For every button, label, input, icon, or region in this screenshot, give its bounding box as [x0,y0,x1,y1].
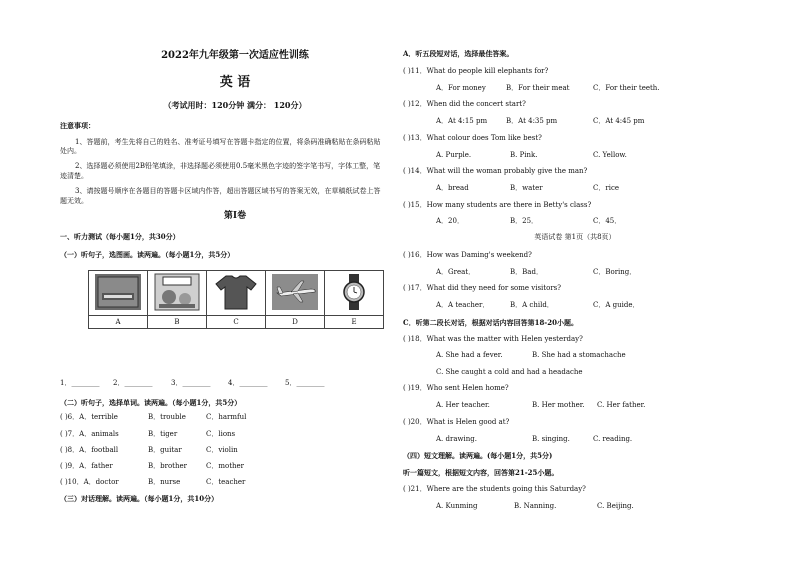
picture-cell-b [148,271,207,316]
part2-heading: （二）听句子，选择单词。读两遍。（每小题1分，共5分） [60,398,242,407]
option-b: B．Bad． [510,268,543,276]
question-stem: ( )8．A．football [60,446,119,454]
note-line: 1、答题前，考生先将自己的姓名、准考证号填写在答题卡指定的位置，将条码准确粘贴在条码粘贴 [75,138,381,146]
exam-title: 2022年九年级第一次适应性训练 [161,50,309,61]
question-stem: ( )10．A．doctor [60,478,119,486]
option-a: A. She had a fever. [436,351,503,359]
option-b: B．A child． [510,301,554,309]
option-a: A．For money [436,84,486,92]
question-stem: ( )16．How was Daming's weekend? [403,251,532,259]
part3-heading: （三）对话理解。读两遍。（每小题1分，共10分） [60,494,219,503]
option-b: B．water [510,184,543,192]
option-a: A．A teacher． [436,301,490,309]
picture-label: B [148,316,207,329]
picture-label: E [325,316,384,329]
option-b: B．tiger [148,430,178,438]
option-b: B．For their meat [506,84,570,92]
option-a: A．20． [436,217,464,225]
option-c: C．teacher [206,478,246,486]
option-a: A．Great． [436,268,476,276]
picture-cell-c [207,271,266,316]
part1-heading: （一）听句子，选图画。读两遍。（每小题1分，共5分） [60,250,235,259]
option-b: B. She had a stomachache [532,351,626,359]
option-b: B．At 4:35 pm [506,117,558,125]
option-b: B．25． [510,217,539,225]
exam-info: （考试用时：120分钟 满分： 120分） [163,100,307,110]
picture-table [88,270,384,329]
option-c: C．violin [206,446,238,454]
answer-blank[interactable]: 1．________ [60,379,100,387]
question-stem: ( )17．What did they need for some visitors? [403,284,562,292]
option-c: C. Yellow. [593,151,627,159]
answer-blank[interactable]: 4．________ [228,379,268,387]
option-b: B．guitar [148,446,182,454]
question-stem: ( )7．A．animals [60,430,119,438]
option-a: A．bread [436,184,469,192]
question-stem: ( )21．Where are the students going this Saturday? [403,485,586,493]
part4-heading: （四）短文理解。读两遍。(每小题1分，共5分) [403,451,553,460]
part4-instructions: 听一篇短文，根据短文内容，回答第21-25小题。 [403,468,559,477]
subject-title: 英 语 [219,75,251,90]
question-stem: ( )6．A．terrible [60,413,118,421]
option-c: C．A guide． [593,301,640,309]
picture-cell-d [266,271,325,316]
option-b: B．trouble [148,413,186,421]
note-line: 2、选择题必须使用2B铅笔填涂，非选择题必须使用0.5毫米黑色字迹的签字笔书写，字体工整，笔 [75,162,381,170]
question-stem: ( )12．When did the concert start? [403,100,526,108]
notes-heading: 注意事项： [60,121,95,130]
option-b: B. Her mother. [532,401,585,409]
option-a: A. Her teacher. [436,401,490,409]
option-c: C．For their teeth. [593,84,660,92]
question-stem: ( )15．How many students are there in Betty's class? [403,201,592,209]
note-line: 题无效。 [60,197,88,205]
option-a: A. Purple. [436,151,472,159]
option-c: C. She caught a cold and had a headache [436,368,583,376]
question-stem: ( )11．What do people kill elephants for? [403,67,549,75]
answer-blank[interactable]: 3．________ [171,379,211,387]
answer-blank[interactable]: 5．________ [285,379,325,387]
section-a-heading: A．听五段短对话，选择最佳答案。 [403,49,514,58]
option-c: C. reading. [593,435,633,443]
question-stem: ( )13．What colour does Tom like best? [403,134,542,142]
note-line: 处内。 [60,147,81,155]
option-b: B. Nanning. [514,502,557,510]
option-c: C．lions [206,430,236,438]
option-a: A. Kunming [436,502,478,510]
option-c: C．mother [206,462,245,470]
option-c: C．harmful [206,413,247,421]
airplane-picture [271,273,319,311]
volume-label: 第I卷 [223,211,247,221]
option-c: C. Beijing. [597,502,634,510]
option-a: A．At 4:15 pm [436,117,488,125]
listening-heading: 一、听力测试（每小题1分，共30分） [60,232,180,241]
note-line: 迹清楚。 [60,172,88,180]
question-stem: ( )20．What is Helen good at? [403,418,510,426]
t-shirt-picture [212,273,260,311]
book-cover-picture [94,273,142,311]
question-stem: ( )19．Who sent Helen home? [403,384,509,392]
option-c: C．Boring． [593,268,637,276]
picture-cell-e [325,271,384,316]
watch-picture [330,273,378,311]
page-footer: 英语试卷 第1页（共8页） [534,233,616,241]
note-line: 3、请按题号顺序在各题目的答题卡区域内作答，超出答题区域书写的答案无效，在草稿纸试卷上答 [75,187,381,195]
option-b: B. Pink. [510,151,538,159]
option-b: B. singing. [532,435,570,443]
picture-label: A [89,316,148,329]
option-b: B．brother [148,462,187,470]
picture-label: C [207,316,266,329]
option-c: C. Her father. [597,401,646,409]
option-b: B．nurse [148,478,181,486]
option-c: C．45． [593,217,622,225]
option-c: C．rice [593,184,620,192]
option-c: C．At 4:45 pm [593,117,645,125]
option-a: A. drawing. [436,435,477,443]
picture-label: D [266,316,325,329]
question-stem: ( )18．What was the matter with Helen yesterday? [403,335,583,343]
question-stem: ( )9．A．father [60,462,113,470]
picture-cell-a [89,271,148,316]
answer-blank[interactable]: 2．________ [113,379,153,387]
question-stem: ( )14．What will the woman probably give the man? [403,167,588,175]
storybook-picture [153,273,201,311]
section-c-heading: C．听第二段长对话，根据对话内容回答第18-20小题。 [403,318,578,327]
